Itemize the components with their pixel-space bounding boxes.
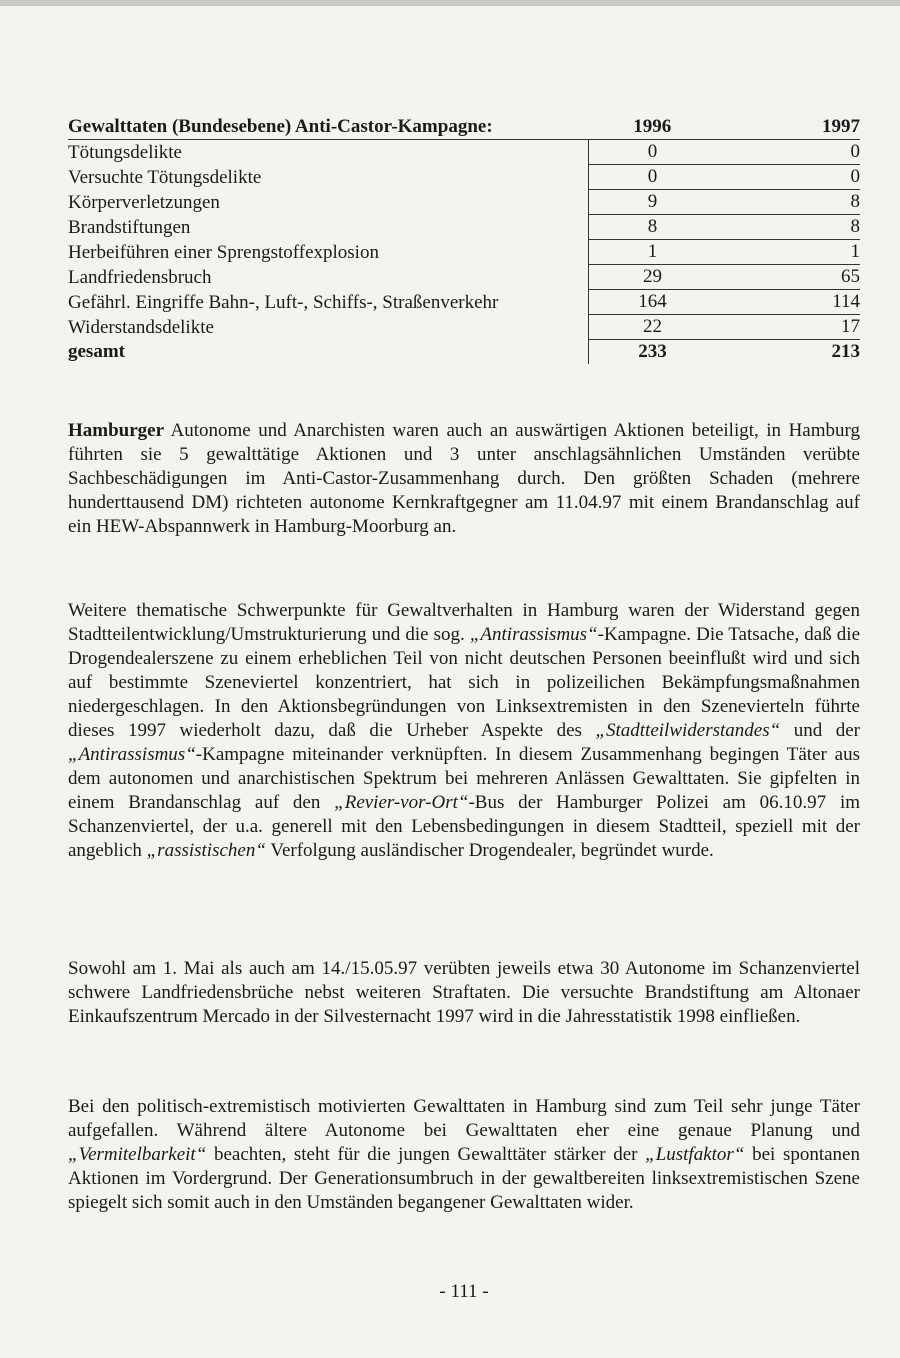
- total-label: gesamt: [68, 341, 125, 362]
- quoted-term: „Stadtteilwiderstandes“: [595, 720, 781, 741]
- violence-statistics-table: [68, 115, 860, 364]
- value-1996: 0: [588, 140, 716, 165]
- row-label: Gefährl. Eingriffe Bahn-, Luft-, Schiffs-, Straßenverkehr: [68, 291, 499, 313]
- value-1997: 0: [716, 140, 860, 165]
- row-label: Tötungsdelikte: [68, 141, 182, 163]
- table-total-row: [68, 340, 860, 365]
- value-1997: 114: [716, 290, 860, 315]
- row-label: Landfriedensbruch: [68, 266, 212, 288]
- value-1997: 17: [716, 315, 860, 340]
- value-1997: 8: [716, 190, 860, 215]
- table-row: [68, 315, 860, 340]
- table-header-row: [68, 115, 860, 140]
- page-number: - 111 -: [439, 1281, 489, 1302]
- value-1997: 65: [716, 265, 860, 290]
- table-row: [68, 190, 860, 215]
- paragraph-text: Sowohl am 1. Mai als auch am 14./15.05.97 verübten jeweils etwa 30 Autonome im Schanzenviertel schwere Landfriedensbrüche nebst weiteren Straftaten. Die versuchte Brandstiftung am Altonaer Einkaufszentrum Mercado in der Silvesternacht 1997 wird in die Jahresstatistik 1998 einfließen.: [68, 958, 860, 1027]
- paragraph-young-offenders: [68, 1095, 860, 1215]
- paragraph-text: -Kampagne. Die Tatsache, daß die Drogendealerszene zu einem erheblichen Teil von nicht deutschen Personen beeinflußt wird und sich auf bestimmte Szeneviertel konzentriert, hat sich in polizeilichen Bekämpfungsmaßnahmen niedergeschlagen. In den Aktionsbegründungen von Linksextremisten in den Szenevierteln führte dieses 1997 wiederholt dazu, daß die Urheber Aspekte des: [68, 624, 861, 741]
- value-1996: 29: [588, 265, 716, 290]
- value-1996: 8: [588, 215, 716, 240]
- value-1997: 8: [716, 215, 860, 240]
- row-label: Widerstandsdelikte: [68, 316, 214, 338]
- value-1996: 22: [588, 315, 716, 340]
- table-row: [68, 265, 860, 290]
- paragraph-text: -Kampagne miteinander verknüpften. In diesem Zusammenhang begingen Täter aus dem autonomen und anarchistischen Spektrum bei mehreren Anlässen Gewalttaten. Sie gipfelten in einem Brandanschlag auf den: [68, 744, 860, 813]
- paragraph-thematic-focus: [68, 599, 860, 863]
- scan-top-edge: [0, 0, 900, 6]
- paragraph-text: Bei den politisch-extremistisch motivierten Gewalttaten in Hamburg sind zum Teil sehr junge Täter aufgefallen. Während ältere Autonome bei Gewalttaten eher eine genaue Planung und: [68, 1096, 860, 1141]
- row-label: Herbeiführen einer Sprengstoffexplosion: [68, 241, 379, 263]
- table-row: [68, 215, 860, 240]
- table-row: [68, 240, 860, 265]
- paragraph-text: Weitere thematische Schwerpunkte für Gewaltverhalten in Hamburg waren der Widerstand gegen Stadtteilentwicklung/Umstrukturierung und die sog.: [68, 600, 860, 645]
- value-1997: 1: [716, 240, 860, 265]
- paragraph-lead-word: Hamburger: [68, 420, 165, 441]
- paragraph-may-riots: [68, 957, 860, 1029]
- column-header-1997: 1997: [716, 115, 860, 140]
- quoted-term: „Antirassismus“: [469, 624, 598, 645]
- paragraph-text: Verfolgung ausländischer Drogendealer, begründet wurde.: [265, 840, 714, 861]
- quoted-term: „Lustfaktor“: [645, 1144, 745, 1165]
- paragraph-text: -Bus der Hamburger Polizei am 06.10.97 im Schanzenviertel, der u.a. generell mit den Lebensbedingungen in diesem Stadtteil, speziell mit der angeblich: [68, 792, 860, 861]
- value-1996: 9: [588, 190, 716, 215]
- paragraph-text: Autonome und Anarchisten waren auch an auswärtigen Aktionen beteiligt, in Hamburg führten sie 5 gewalttätige Aktionen und 3 unter anschlagsähnlichen Umständen verübte Sachbeschädigungen im Anti-Castor-Zusammenhang durch. Den größten Schaden (mehrere hunderttausend DM) richteten autonome Kernkraftgegner am 11.04.97 mit einem Brandanschlag auf ein HEW-Abspannwerk in Hamburg-Moorburg an.: [68, 420, 860, 537]
- row-label: Versuchte Tötungsdelikte: [68, 166, 262, 188]
- total-1996: 233: [588, 340, 716, 365]
- quoted-term: „rassistischen“: [146, 840, 266, 861]
- paragraph-text: beachten, steht für die jungen Gewalttäter stärker der: [206, 1144, 646, 1165]
- quoted-term: „Antirassismus“: [68, 744, 196, 765]
- value-1996: 1: [588, 240, 716, 265]
- row-label: Körperverletzungen: [68, 191, 220, 213]
- paragraph-text: und der: [780, 720, 860, 741]
- paragraph-text: bei spontanen Aktionen im Vordergrund. Der Generationsumbruch in der gewaltbereiten linksextremistischen Szene spiegelt sich somit auch in den Umständen begangener Gewalttaten wider.: [68, 1144, 860, 1213]
- paragraph-hamburg-actions: [68, 419, 860, 539]
- table-row: [68, 140, 860, 165]
- total-1997: 213: [831, 341, 860, 362]
- row-label: Brandstiftungen: [68, 216, 191, 238]
- table-row: [68, 165, 860, 190]
- quoted-term: „Revier-vor-Ort“: [334, 792, 469, 813]
- quoted-term: „Vermitelbarkeit“: [68, 1144, 207, 1165]
- column-header-1996: 1996: [588, 115, 716, 140]
- document-page: [68, 115, 861, 1302]
- value-1997: 0: [716, 165, 860, 190]
- value-1996: 164: [588, 290, 716, 315]
- table-row: [68, 290, 860, 315]
- value-1996: 0: [588, 165, 716, 190]
- table-title: Gewalttaten (Bundesebene) Anti-Castor-Kampagne:: [68, 115, 588, 140]
